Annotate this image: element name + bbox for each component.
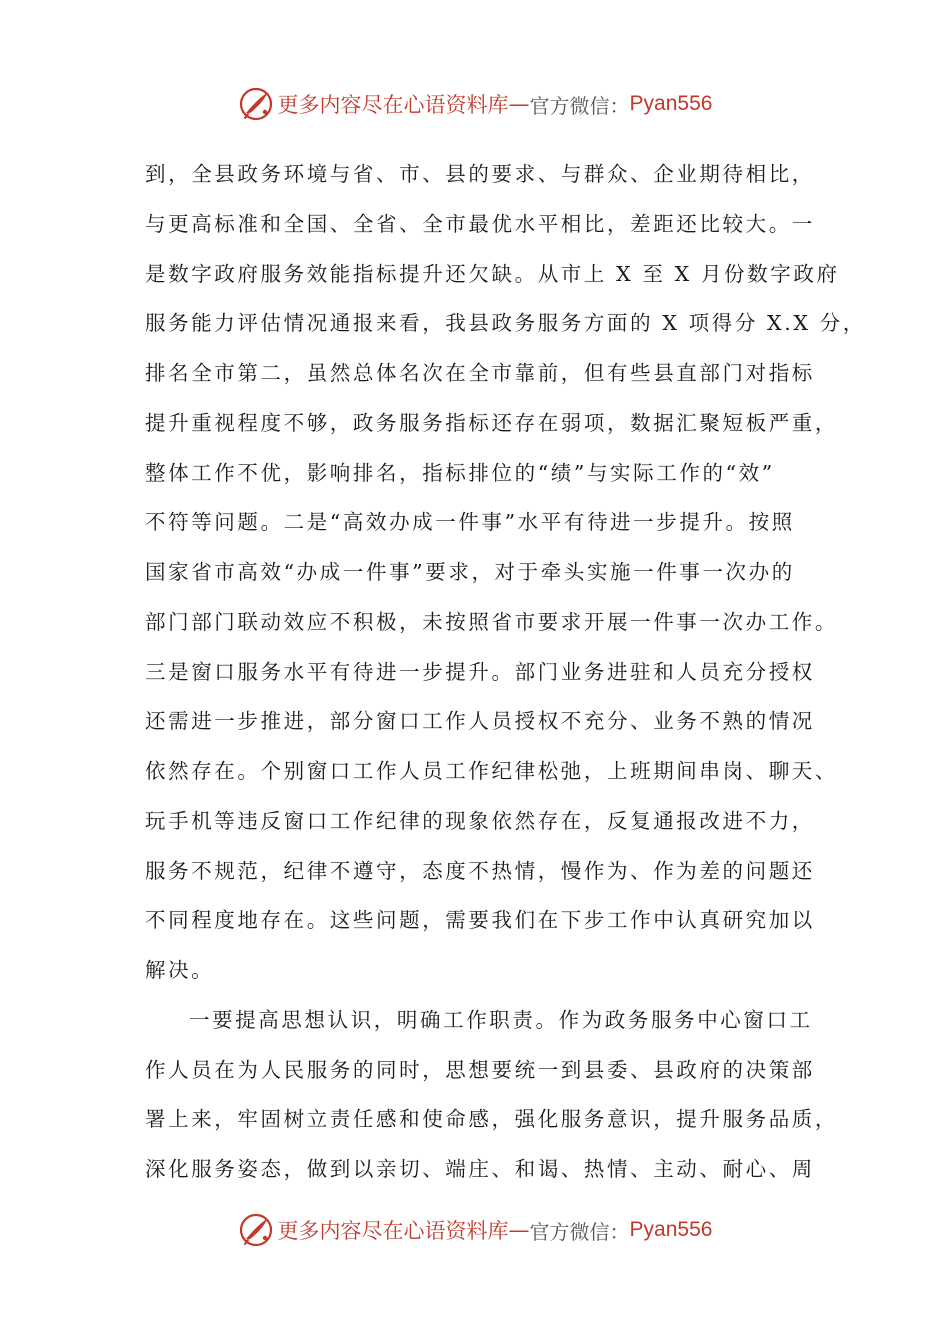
text-line: 排名全市第二，虽然总体名次在全市靠前，但有些县直部门对指标 bbox=[145, 361, 815, 385]
watermark-sub-text: 官方微信： bbox=[529, 93, 630, 118]
watermark-wechat-id: Pyan556 bbox=[629, 92, 713, 115]
text-line: 部门部门联动效应不积极，未按照省市要求开展一件事一次办工作。 bbox=[145, 609, 838, 634]
text-line: 署上来，牢固树立责任感和使命感，强化服务意识，提升服务品质， bbox=[145, 1107, 838, 1132]
text-line: 国家省市高效“办成一件事”要求，对于牵头实施一件事一次办的 bbox=[145, 560, 795, 584]
watermark-sub-text: 官方微信： bbox=[529, 1219, 630, 1244]
text-line: 解决。 bbox=[145, 958, 215, 982]
watermark-main-text: 更多内容尽在心语资料库 bbox=[277, 93, 509, 117]
text-line: 深化服务姿态，做到以亲切、端庄、和谒、热情、主动、耐心、周 bbox=[145, 1157, 815, 1181]
text-line: 作人员在为人民服务的同时，思想要统一到县委、县政府的决策部 bbox=[145, 1057, 815, 1082]
watermark-dash: — bbox=[508, 92, 530, 116]
text-line: 依然存在。个别窗口工作人员工作纪律松弛，上班期间串岗、聊天、 bbox=[145, 759, 838, 783]
text-line: 还需进一步推进，部分窗口工作人员授权不充分、业务不熟的情况 bbox=[145, 709, 815, 734]
text-line: 不同程度地存在。这些问题，需要我们在下步工作中认真研究加以 bbox=[145, 908, 815, 933]
watermark-wechat-id: Pyan556 bbox=[629, 1218, 713, 1241]
text-line: 是数字政府服务效能指标提升还欠缺。从市上 X 至 X 月份数字政府 bbox=[145, 261, 840, 286]
document-body bbox=[145, 150, 866, 1195]
quill-logo-icon bbox=[238, 86, 274, 122]
watermark-dash: — bbox=[508, 1218, 530, 1242]
text-line: 提升重视程度不够，政务服务指标还存在弱项，数据汇聚短板严重， bbox=[145, 410, 838, 435]
paragraph-start-line: 一要提高思想认识，明确工作职责。作为政务服务中心窗口工 bbox=[189, 1007, 813, 1032]
text-line: 玩手机等违反窗口工作纪律的现象依然存在，反复通报改进不力， bbox=[145, 808, 815, 833]
quill-logo-icon bbox=[238, 1212, 274, 1248]
header-watermark bbox=[0, 84, 950, 124]
text-line: 整体工作不优，影响排名，指标排位的“绩”与实际工作的“效” bbox=[145, 460, 775, 485]
text-line: 与更高标准和全国、全省、全市最优水平相比，差距还比较大。一 bbox=[145, 211, 815, 236]
text-line: 到，全县政务环境与省、市、县的要求、与群众、企业期待相比， bbox=[145, 162, 815, 186]
text-line: 服务不规范，纪律不遵守，态度不热情，慢作为、作为差的问题还 bbox=[145, 858, 815, 883]
text-line: 服务能力评估情况通报来看，我县政务服务方面的 X 项得分 X.X 分， bbox=[145, 311, 866, 336]
text-line: 三是窗口服务水平有待进一步提升。部门业务进驻和人员充分授权 bbox=[145, 659, 815, 684]
watermark-main-text: 更多内容尽在心语资料库 bbox=[277, 1219, 509, 1243]
text-line: 不符等问题。二是“高效办成一件事”水平有待进一步提升。按照 bbox=[145, 510, 795, 535]
footer-watermark bbox=[0, 1210, 950, 1250]
